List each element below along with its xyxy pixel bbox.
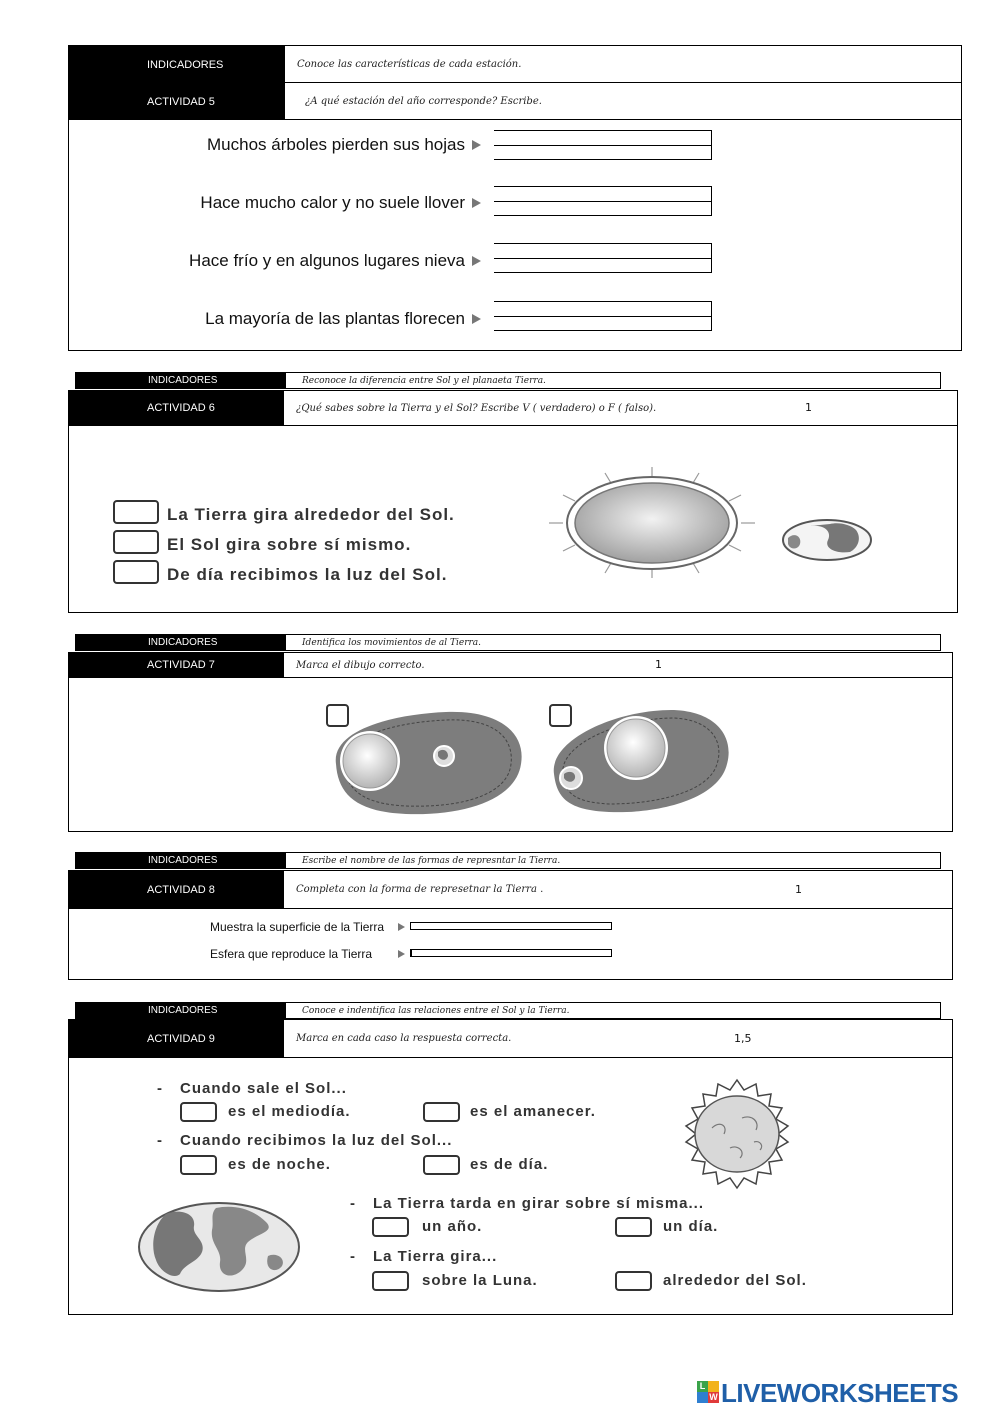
a7-orbit-drawing-1[interactable] [326, 704, 526, 819]
a8-indicadores-row [75, 852, 941, 869]
a8-actividad-label: ACTIVIDAD 8 [69, 871, 284, 908]
a8-item-2: Esfera que reproduce la Tierra [210, 947, 373, 961]
a7-indicator-text: Identifica los movimientos de al Tierra. [302, 637, 482, 648]
a5-activity-text: ¿A qué estación del año corresponde? Escribe. [284, 83, 962, 120]
a8-indicator-text: Escribe el nombre de las formas de represntar la Tierra. [302, 855, 561, 866]
a9-q2-option-1: es de noche. [228, 1156, 331, 1173]
a6-indicadores-row [75, 372, 941, 389]
a9-activity-text: Marca en cada caso la respuesta correcta. [296, 1033, 512, 1044]
a5-arrow-icon-1 [472, 140, 481, 150]
a9-header [68, 1019, 953, 1058]
a7-indicadores-label: INDICADORES [76, 635, 286, 650]
a5-answer-line-4[interactable] [494, 301, 712, 331]
a8-score: 1 [795, 883, 802, 896]
a9-question-1: Cuando sale el Sol... [180, 1080, 347, 1097]
a8-answer-field-2[interactable] [410, 949, 612, 957]
a9-bullet-4: - [350, 1248, 356, 1265]
a9-q1-checkbox-1[interactable] [180, 1102, 217, 1122]
a6-checkbox-1[interactable] [113, 500, 159, 524]
logo-badge-w: W [709, 1392, 718, 1402]
a5-item-1: Muchos árboles pierden sus hojas [207, 135, 465, 154]
a5-indicator-text: Conoce las características de cada estación. [284, 46, 962, 83]
a7-actividad-label: ACTIVIDAD 7 [69, 653, 284, 677]
a9-q4-option-1: sobre la Luna. [422, 1272, 538, 1289]
a5-answer-line-3[interactable] [494, 243, 712, 273]
logo-badge-l: L [697, 1381, 708, 1392]
a6-activity-text: ¿Qué sabes sobre la Tierra y el Sol? Escribe V ( verdadero) o F ( falso). [296, 402, 657, 414]
a9-q3-option-1: un año. [422, 1218, 483, 1235]
a6-actividad-label: ACTIVIDAD 6 [69, 391, 284, 425]
a9-bullet-1: - [157, 1080, 163, 1097]
a5-item-3: Hace frío y en algunos lugares nieva [189, 251, 465, 270]
a9-bullet-2: - [157, 1132, 163, 1149]
a5-arrow-icon-3 [472, 256, 481, 266]
a7-orbit-drawing-2[interactable] [549, 704, 734, 819]
a7-score: 1 [655, 658, 662, 671]
a5-item-4: La mayoría de las plantas florecen [205, 309, 465, 328]
a9-question-2: Cuando recibimos la luz del Sol... [180, 1132, 453, 1149]
a5-item-2: Hace mucho calor y no suele llover [200, 193, 465, 212]
a9-indicator-text: Conoce e indentifica las relaciones entre el Sol y la Tierra. [302, 1005, 570, 1016]
a6-indicator-text: Reconoce la diferencia entre Sol y el planaeta Tierra. [302, 375, 546, 386]
a6-score: 1 [805, 401, 812, 414]
a8-indicadores-label: INDICADORES [76, 853, 286, 868]
a8-body [68, 908, 953, 980]
a9-q1-option-2: es el amanecer. [470, 1103, 596, 1120]
a9-q4-option-2: alrededor del Sol. [663, 1272, 807, 1289]
a6-checkbox-3[interactable] [113, 560, 159, 584]
logo-text: LIVEWORKSHEETS [721, 1378, 959, 1408]
a9-sun-icon [672, 1078, 802, 1190]
a6-checkbox-2[interactable] [113, 530, 159, 554]
a5-answer-line-1[interactable] [494, 130, 712, 160]
a5-indicadores-label: INDICADORES [69, 46, 284, 83]
a6-earth-icon [780, 518, 875, 563]
a8-header [68, 870, 953, 909]
a9-q3-checkbox-2[interactable] [615, 1217, 652, 1237]
a8-activity-text: Completa con la forma de represetnar la Tierra . [296, 884, 544, 895]
a8-arrow-icon-2 [398, 950, 405, 958]
a9-q4-checkbox-1[interactable] [372, 1271, 409, 1291]
a5-answer-line-2[interactable] [494, 186, 712, 216]
a9-q2-option-2: es de día. [470, 1156, 549, 1173]
a7-indicadores-row [75, 634, 941, 651]
a9-bullet-3: - [350, 1195, 356, 1212]
liveworksheets-logo [697, 1378, 997, 1408]
a9-score: 1,5 [734, 1032, 752, 1045]
a9-earth-icon [136, 1200, 302, 1295]
a6-sun-icon [545, 465, 760, 580]
a9-q3-option-2: un día. [663, 1218, 719, 1235]
a9-q1-checkbox-2[interactable] [423, 1102, 460, 1122]
a6-item-1: La Tierra gira alrededor del Sol. [167, 505, 455, 524]
a9-question-3: La Tierra tarda en girar sobre sí misma... [373, 1195, 705, 1212]
logo-badge [697, 1381, 719, 1403]
a8-item-1: Muestra la superficie de la Tierra [210, 920, 385, 934]
a9-q2-checkbox-1[interactable] [180, 1155, 217, 1175]
a9-q4-checkbox-2[interactable] [615, 1271, 652, 1291]
a5-arrow-icon-4 [472, 314, 481, 324]
a8-arrow-icon-1 [398, 923, 405, 931]
logo-badge-sq1 [708, 1381, 719, 1392]
a5-arrow-icon-2 [472, 198, 481, 208]
a9-actividad-label: ACTIVIDAD 9 [69, 1020, 284, 1057]
a7-activity-text: Marca el dibujo correcto. [296, 659, 425, 671]
a9-q2-checkbox-2[interactable] [423, 1155, 460, 1175]
a6-header [68, 390, 958, 426]
a6-item-3: De día recibimos la luz del Sol. [167, 565, 448, 584]
a6-item-2: El Sol gira sobre sí mismo. [167, 535, 412, 554]
a7-header [68, 652, 953, 678]
a8-answer-field-1[interactable] [410, 922, 612, 930]
a9-question-4: La Tierra gira... [373, 1248, 498, 1265]
logo-badge-sq2 [697, 1392, 708, 1403]
a6-indicadores-label: INDICADORES [76, 373, 286, 388]
a9-q1-option-1: es el mediodía. [228, 1103, 351, 1120]
a9-q3-checkbox-1[interactable] [372, 1217, 409, 1237]
a9-indicadores-label: INDICADORES [76, 1003, 286, 1018]
a5-header [68, 45, 962, 120]
a5-actividad-label: ACTIVIDAD 5 [69, 83, 284, 120]
a9-indicadores-row [75, 1002, 941, 1019]
